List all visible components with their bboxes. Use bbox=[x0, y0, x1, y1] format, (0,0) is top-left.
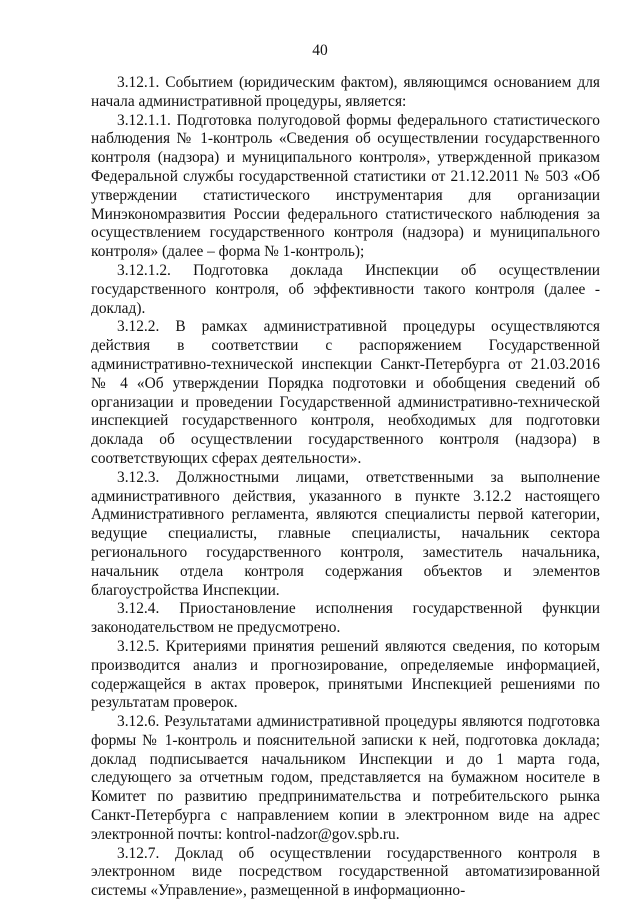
paragraph-3-12-5: 3.12.5. Критериями принятия решений являются сведения, по которым производится анализ и прогнозирование, определяемые информацией, содержащейся в актах проверок, принятыми Инспекцией решениями по результатам проверок. bbox=[91, 637, 600, 712]
paragraph-3-12-3: 3.12.3. Должностными лицами, ответственными за выполнение административного действия, указанного в пункте 3.12.2 настоящего Административного регламента, являются специалисты первой категории, ведущие специалисты, главные специалисты, начальник сектора регионального государственного контроля, заместитель начальника, начальник отдела контроля содержания объектов и элементов благоустройства Инспекции. bbox=[91, 468, 600, 599]
document-body bbox=[91, 74, 600, 901]
paragraph-3-12-1: 3.12.1. Событием (юридическим фактом), являющимся основанием для начала административной процедуры, является: bbox=[91, 74, 600, 110]
page-number: 40 bbox=[312, 42, 328, 59]
paragraph-3-12-6: 3.12.6. Результатами административной процедуры являются подготовка формы № 1-контроль и пояснительной записки к ней, подготовка доклада; доклад подписывается начальником Инспекции и до 1 марта года, следующего за отчетным годом, представляется на бумажном носителе в Комитет по развитию предпринимательства и потребительского рынка Санкт-Петербурга с направлением копии в электронном виде на адрес электронной почты: kontrol-nadzor@gov.spb.ru. bbox=[91, 713, 600, 843]
paragraph-3-12-4: 3.12.4. Приостановление исполнения государственной функции законодательством не предусмотрено. bbox=[91, 600, 600, 637]
paragraph-3-12-2: 3.12.2. В рамках административной процедуры осуществляются действия в соответствии с распоряжением Государственной административно-технической инспекции Санкт-Петербурга от 21.03.2016 № 4 «Об утверждении Порядка подготовки и обобщения сведений об организации и проведении Государственной административно-технической инспекцией государственного контроля, необходимых для подготовки доклада об осуществлении государственного контроля (надзора) в соответствующих сферах деятельности». bbox=[91, 318, 600, 467]
paragraph-3-12-1-2: 3.12.1.2. Подготовка доклада Инспекции об осуществлении государственного контроля, об эффективности такого контроля (далее - доклад). bbox=[91, 261, 600, 317]
paragraph-3-12-7: 3.12.7. Доклад об осуществлении государственного контроля в электронном виде посредством государственной автоматизированной системы «Управление», размещенной в информационно- bbox=[91, 844, 600, 900]
paragraph-3-12-1-1: 3.12.1.1. Подготовка полугодовой формы федерального статистического наблюдения № 1-контроль «Сведения об осуществлении государственного контроля (надзора) и муниципального контроля», утвержденной приказом Федеральной службы государственной статистики от 21.12.2011 № 503 «Об утверждении статистического инструментария для организации Минэкономразвития России федерального статистического наблюдения за осуществлением государственного контроля (надзора) и муниципального контроля» (далее – форма № 1-контроль); bbox=[91, 111, 600, 261]
